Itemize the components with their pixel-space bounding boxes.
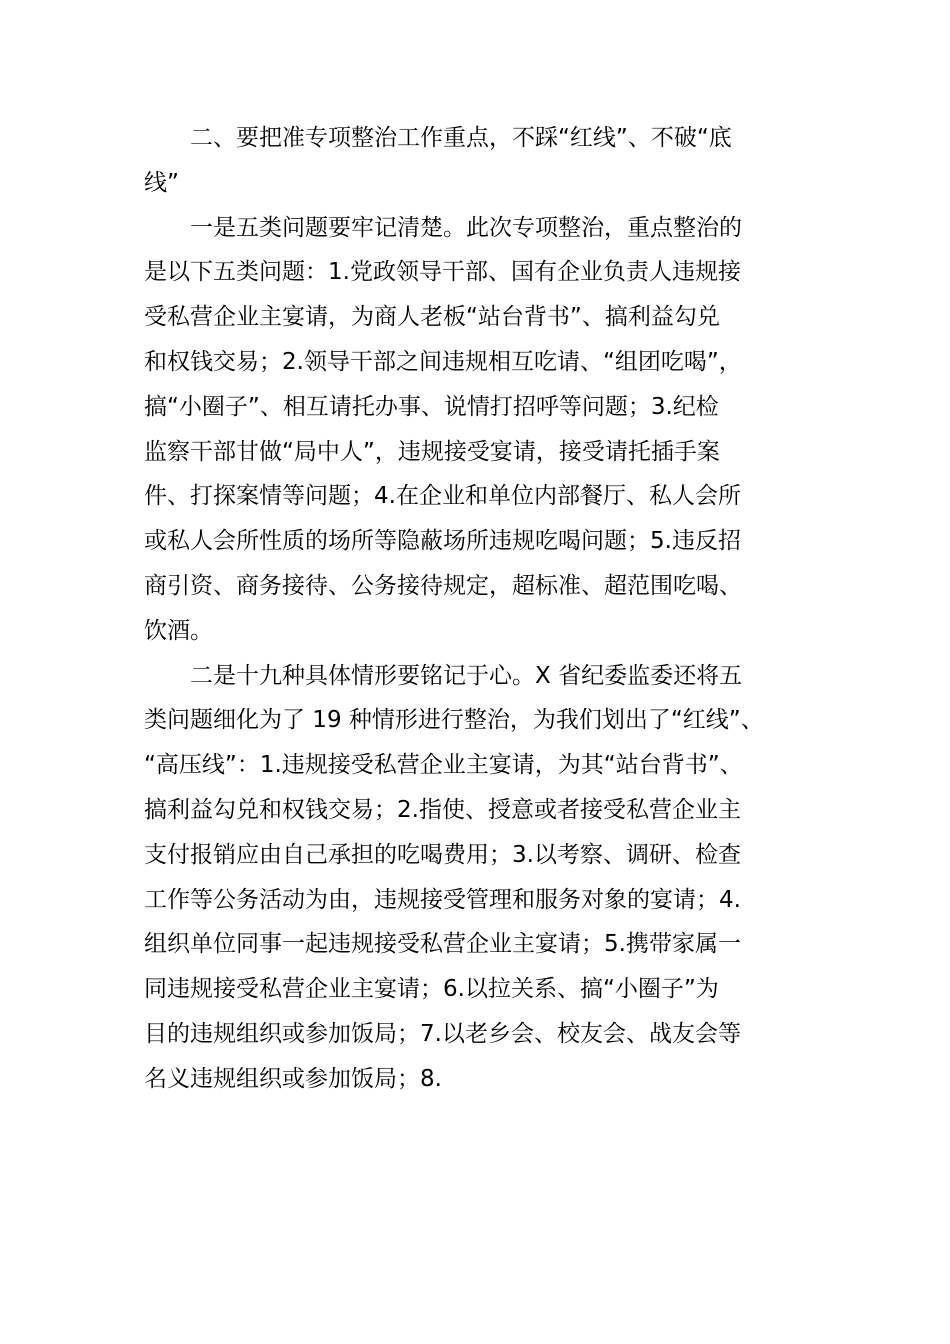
paragraph-line: 是以下五类问题：1.党政领导干部、国有企业负责人违规接 — [144, 259, 741, 286]
paragraph-line: 一是五类问题要牢记清楚。此次专项整治，重点整治的 — [190, 214, 742, 241]
paragraph-line: 组织单位同事一起违规接受私营企业主宴请；5.携带家属一 — [144, 931, 741, 958]
paragraph-line: 和权钱交易；2.领导干部之间违规相互吃请、“组团吃喝”， — [144, 348, 742, 375]
paragraph-line: 受私营企业主宴请，为商人老板“站台背书”、搞利益勾兑 — [144, 304, 720, 331]
section-heading — [144, 116, 824, 206]
paragraph-line: 二是十九种具体情形要铭记于心。X 省纪委监委还将五 — [190, 662, 743, 689]
paragraph-line: 目的违规组织或参加饭局；7.以老乡会、校友会、战友会等 — [144, 1020, 741, 1047]
paragraph-line: 同违规接受私营企业主宴请；6.以拉关系、搞“小圈子”为 — [144, 976, 719, 1003]
paragraph-five-problems — [144, 206, 824, 654]
heading-line: 二、要把准专项整治工作重点，不踩“红线”、不破“底 — [190, 125, 732, 151]
paragraph-line: 监察干部甘做“局中人”，违规接受宴请，接受请托插手案 — [144, 438, 720, 465]
paragraph-line: 支付报销应由自己承担的吃喝费用；3.以考察、调研、检查 — [144, 841, 741, 868]
paragraph-line: “高压线”：1.违规接受私营企业主宴请，为其“站台背书”、 — [144, 752, 743, 779]
paragraph-line: 件、打探案情等问题；4.在企业和单位内部餐厅、私人会所 — [144, 483, 741, 510]
paragraph-line: 搞利益勾兑和权钱交易；2.指使、授意或者接受私营企业主 — [144, 796, 741, 823]
paragraph-nineteen-situations — [144, 654, 824, 1102]
paragraph-line: 商引资、商务接待、公务接待规定，超标准、超范围吃喝、 — [144, 572, 742, 599]
document-body — [144, 116, 824, 1102]
paragraph-line: 类问题细化为了 19 种情形进行整治，为我们划出了“红线”、 — [144, 707, 764, 734]
paragraph-line: 或私人会所性质的场所等隐蔽场所违规吃喝问题；5.违反招 — [144, 528, 741, 555]
heading-line: 线” — [144, 169, 179, 196]
paragraph-line: 饮酒。 — [144, 617, 213, 644]
paragraph-line: 工作等公务活动为由，违规接受管理和服务对象的宴请；4. — [144, 886, 741, 913]
paragraph-line: 搞“小圈子”、相互请托办事、说情打招呼等问题；3.纪检 — [144, 393, 719, 420]
paragraph-line: 名义违规组织或参加饭局；8. — [144, 1065, 442, 1092]
